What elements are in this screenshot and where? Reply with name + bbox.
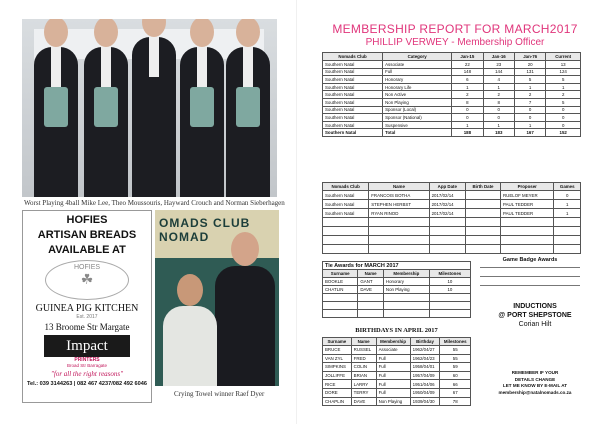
column-header: Nomads Club [323, 183, 369, 191]
table-row [323, 346, 471, 355]
inductions-heading: INDUCTIONS [513, 303, 557, 310]
column-header: Name [351, 338, 376, 346]
divider [480, 276, 580, 277]
table-cell: 183 [483, 129, 514, 137]
table-cell [501, 245, 554, 254]
table-cell: 67 [440, 388, 471, 397]
table-cell [465, 209, 500, 218]
report-subtitle: PHILLIP VERWEY - Membership Officer [365, 37, 545, 48]
table-row [323, 98, 581, 106]
table-cell [429, 236, 465, 245]
table-row [323, 380, 471, 389]
table-cell: 1957/04/09 [410, 371, 440, 380]
photo2-caption: Crying Towel winner Raef Dyer [174, 390, 265, 398]
table-cell: Southern Natal [323, 98, 383, 106]
table-cell: 0 [554, 191, 581, 200]
table-cell [465, 236, 500, 245]
table-cell: DORE [323, 388, 352, 397]
table-cell [358, 310, 384, 318]
table-cell: 5 [546, 98, 581, 106]
table-row [323, 278, 471, 286]
table-cell: DAVE [358, 286, 384, 294]
table-cell [383, 294, 429, 302]
table-row [323, 209, 581, 218]
table-cell: 144 [483, 68, 514, 76]
column-header: Birth Date [465, 183, 500, 191]
column-header: Surname [323, 270, 358, 278]
new-members-table [322, 182, 581, 254]
photo1-caption: Worst Playing 4ball Mike Lee, Theo Moussouris, Hayward Crouch and Norman Sieberhagen [24, 199, 285, 207]
notice-line: LET ME KNOW BY E-MAIL AT [502, 383, 568, 388]
table-cell: FRED [351, 354, 376, 363]
table-cell: Southern Natal [323, 61, 383, 69]
table-cell: 1 [546, 83, 581, 91]
table-cell [383, 310, 429, 318]
column-header: Current [546, 53, 581, 61]
table-cell: Southern Natal [323, 129, 383, 137]
report-title: MEMBERSHIP REPORT FOR MARCH2017 [332, 22, 578, 36]
divider [480, 285, 580, 286]
table-cell: Honorary [383, 76, 452, 84]
table-row [323, 236, 581, 245]
table-cell: 0 [452, 106, 483, 114]
table-cell: Southern Natal [323, 121, 383, 129]
column-header: Name [369, 183, 429, 191]
table-cell: Southern Natal [323, 83, 383, 91]
table-cell: RUSSEL [351, 346, 376, 355]
membership-table [322, 52, 581, 137]
crying-towel-photo [155, 210, 279, 386]
table-cell: Southern Natal [323, 114, 383, 122]
inductions-note [490, 302, 580, 329]
notice-email[interactable]: membership@natalnomads.co.za [498, 389, 572, 395]
table-cell: Southern Natal [323, 91, 383, 99]
table-cell: 1 [452, 83, 483, 91]
table-cell: 22 [452, 61, 483, 69]
table-cell: 0 [546, 121, 581, 129]
table-cell: Full [376, 371, 410, 380]
table-cell: 6 [452, 76, 483, 84]
table-cell [554, 236, 581, 245]
inductions-name: Corian Hilt [518, 321, 552, 328]
table-cell: 7 [514, 98, 545, 106]
table-cell: CHAPLIN [323, 397, 352, 406]
table-cell [358, 294, 384, 302]
advert-headline: ARTISAN BREADS [37, 229, 137, 241]
table-cell: 1950/04/09 [410, 388, 440, 397]
table-cell: 131 [514, 68, 545, 76]
table-cell: LARRY [351, 380, 376, 389]
divider [480, 267, 580, 268]
table-cell [465, 200, 500, 209]
table-cell: 78 [440, 397, 471, 406]
table-row [323, 302, 471, 310]
table-cell: 20 [514, 61, 545, 69]
table-cell: 0 [452, 114, 483, 122]
table-cell: BOOKLE [323, 278, 358, 286]
table-cell [501, 236, 554, 245]
table-cell: 10 [429, 286, 470, 294]
table-cell: GANT [358, 278, 384, 286]
table-cell: 59 [440, 363, 471, 372]
table-cell: DAVE [351, 397, 376, 406]
tie-awards-title: Tie Awards for MARCH 2017 [323, 262, 471, 270]
table-cell [554, 218, 581, 227]
table-cell: 1962/04/23 [410, 354, 440, 363]
table-cell: 2 [483, 91, 514, 99]
table-cell: 55 [440, 354, 471, 363]
table-row [323, 294, 471, 302]
table-cell: Southern Natal [323, 68, 383, 76]
table-cell: Non Active [383, 91, 452, 99]
group-photo [22, 19, 277, 197]
table-cell: 5 [514, 76, 545, 84]
table-cell: 23 [483, 61, 514, 69]
table-cell: Honorary [383, 278, 429, 286]
table-row [323, 91, 581, 99]
table-cell: 2017/02/14 [429, 209, 465, 218]
table-cell: 1 [554, 200, 581, 209]
contact-notice [488, 370, 582, 396]
column-header: Membership [376, 338, 410, 346]
table-cell [465, 218, 500, 227]
table-row [323, 200, 581, 209]
table-cell: 2 [546, 91, 581, 99]
table-cell [323, 302, 358, 310]
column-header: Surname [323, 338, 352, 346]
inductions-location: @ PORT SHEPSTONE [498, 312, 572, 319]
table-row [323, 106, 581, 114]
table-cell: 66 [440, 380, 471, 389]
table-cell: Southern Natal [323, 106, 383, 114]
table-row [323, 227, 581, 236]
table-cell [501, 227, 554, 236]
table-row [323, 245, 581, 254]
table-cell [429, 218, 465, 227]
table-cell: 1 [554, 209, 581, 218]
table-cell: 2 [452, 91, 483, 99]
column-header: Jan-15 [452, 53, 483, 61]
birthdays-table [322, 337, 471, 406]
table-cell [429, 294, 470, 302]
table-cell: 2017/02/14 [429, 200, 465, 209]
table-cell: 55 [440, 346, 471, 355]
person [132, 37, 176, 197]
table-cell: 4 [483, 76, 514, 84]
table-cell: Suspensive [383, 121, 452, 129]
table-cell: Associate [383, 61, 452, 69]
table-cell: 0 [514, 106, 545, 114]
table-cell: JOLLIFFE [323, 371, 352, 380]
column-header: Jan-76 [514, 53, 545, 61]
table-cell: 0 [483, 114, 514, 122]
table-cell [554, 227, 581, 236]
table-cell: Southern Natal [323, 191, 369, 200]
table-cell: Southern Natal [323, 209, 369, 218]
table-row [323, 61, 581, 69]
person [163, 306, 217, 386]
table-row [323, 310, 471, 318]
table-row [323, 114, 581, 122]
table-cell: PAUL TEDDER [501, 200, 554, 209]
established: Est. 2017 [76, 314, 98, 320]
table-cell [383, 302, 429, 310]
column-header: Name [358, 270, 384, 278]
column-header: Category [383, 53, 452, 61]
table-cell: 0 [483, 106, 514, 114]
table-row [323, 371, 471, 380]
table-cell: Sponsor (Local) [383, 106, 452, 114]
telephone: Tel.: 039 3144263 | 082 467 4237/082 492 6046 [27, 381, 147, 387]
table-cell [323, 227, 369, 236]
table-cell: 1962/04/27 [410, 346, 440, 355]
table-cell: 1951/04/06 [410, 380, 440, 389]
table-header-row [323, 338, 471, 346]
game-badge-title: Game Badge Awards [502, 257, 558, 263]
table-header-row [323, 270, 471, 278]
table-cell: Full [383, 68, 452, 76]
table-cell [323, 294, 358, 302]
person [34, 47, 78, 197]
person [226, 47, 270, 197]
table-cell [465, 227, 500, 236]
table-cell: RICE [323, 380, 352, 389]
hofies-logo: HOFIES ☘ [45, 260, 129, 300]
table-cell [369, 227, 429, 236]
table-cell: Total [383, 129, 452, 137]
column-header: Membership [383, 270, 429, 278]
table-cell: 2 [514, 91, 545, 99]
table-header-row [323, 183, 581, 191]
table-row [323, 68, 581, 76]
table-cell: BRIAN [351, 371, 376, 380]
page-gutter [296, 0, 297, 424]
table-cell [465, 245, 500, 254]
table-cell: Sponsor (National) [383, 114, 452, 122]
table-cell [465, 191, 500, 200]
table-row [323, 397, 471, 406]
table-cell [429, 245, 465, 254]
advert [22, 210, 152, 403]
tie-awards-table [322, 261, 471, 318]
table-cell: 1 [514, 83, 545, 91]
table-cell: 0 [546, 114, 581, 122]
table-cell: 10 [429, 278, 470, 286]
table-cell: STEPHEN HERBST [369, 200, 429, 209]
printers-label: PRINTERS [74, 357, 100, 363]
table-cell: 188 [452, 129, 483, 137]
person [180, 47, 224, 197]
table-cell: Full [376, 363, 410, 372]
slogan: "for all the right reasons" [50, 370, 124, 378]
table-cell [323, 218, 369, 227]
table-cell [429, 227, 465, 236]
table-cell: PAUL TEDDER [501, 209, 554, 218]
table-header-row [323, 53, 581, 61]
table-cell: 167 [514, 129, 545, 137]
table-row [323, 363, 471, 372]
table-cell: FRANCOIS BOTHA [369, 191, 429, 200]
table-cell: RUELOF MEYER [501, 191, 554, 200]
table-cell: COLIN [351, 363, 376, 372]
column-header: App Date [429, 183, 465, 191]
table-row [323, 121, 581, 129]
table-cell: BRUCE [323, 346, 352, 355]
table-cell [369, 218, 429, 227]
table-cell: 8 [452, 98, 483, 106]
person [84, 47, 128, 197]
table-cell: 152 [546, 129, 581, 137]
table-cell [429, 302, 470, 310]
table-cell [358, 302, 384, 310]
advert-headline: AVAILABLE AT [48, 244, 126, 256]
table-cell [554, 245, 581, 254]
table-row [323, 191, 581, 200]
table-cell [323, 245, 369, 254]
table-cell [369, 245, 429, 254]
table-cell [369, 236, 429, 245]
table-row [323, 76, 581, 84]
table-cell: Full [376, 380, 410, 389]
table-cell: SIMPKINS [323, 363, 352, 372]
table-cell: 148 [452, 68, 483, 76]
table-cell: 1 [483, 83, 514, 91]
table-row [323, 286, 471, 294]
table-cell: 5 [546, 76, 581, 84]
table-cell: Honorary Life [383, 83, 452, 91]
notice-line: DETAILS CHANGE [514, 376, 556, 382]
table-cell: 8 [483, 98, 514, 106]
table-cell [323, 236, 369, 245]
table-cell: Non Playing [376, 397, 410, 406]
table-row [323, 218, 581, 227]
total-row [323, 129, 581, 137]
column-header: Birthday [410, 338, 440, 346]
table-cell: Full [376, 388, 410, 397]
table-cell: 1 [452, 121, 483, 129]
table-cell [501, 218, 554, 227]
table-cell: TERRY [351, 388, 376, 397]
table-cell: 1939/04/30 [410, 397, 440, 406]
table-cell: Associate [376, 346, 410, 355]
printers-address: Broad Str Barragate [66, 363, 108, 368]
logo-text: HOFIES [73, 264, 101, 271]
table-cell: CHATLIN [323, 286, 358, 294]
table-cell: 0 [546, 106, 581, 114]
table-cell [323, 310, 358, 318]
table-cell: 1 [483, 121, 514, 129]
column-header: Proposer [501, 183, 554, 191]
column-header: Jan-16 [483, 53, 514, 61]
table-row [323, 83, 581, 91]
table-cell: 2017/02/14 [429, 191, 465, 200]
table-cell: 13 [546, 61, 581, 69]
table-cell: RYAN RINOD [369, 209, 429, 218]
person [215, 266, 275, 386]
column-header: Milestones [440, 338, 471, 346]
column-header: Games [554, 183, 581, 191]
notice-line: REMEMBER IF YOUR [511, 370, 559, 375]
table-cell: 60 [440, 371, 471, 380]
table-row [323, 354, 471, 363]
table-row [323, 388, 471, 397]
column-header: Nomads Club [323, 53, 383, 61]
table-cell: Non Playing [383, 98, 452, 106]
table-cell: Southern Natal [323, 76, 383, 84]
table-cell: 1 [514, 121, 545, 129]
table-cell: Southern Natal [323, 200, 369, 209]
table-cell: 1958/04/01 [410, 363, 440, 372]
table-cell: 124 [546, 68, 581, 76]
table-cell: Full [376, 354, 410, 363]
table-cell: VAN ZYL [323, 354, 352, 363]
business-address: 13 Broome Str Margate [44, 322, 130, 332]
club-sign: OMADS CLUB NOMAD [155, 210, 279, 258]
birthdays-title: BIRTHDAYS IN APRIL 2017 [355, 327, 438, 334]
table-cell: Non Playing [383, 286, 429, 294]
table-cell: 0 [514, 114, 545, 122]
table-cell [429, 310, 470, 318]
advert-headline: HOFIES [66, 214, 108, 226]
business-name: GUINEA PIG KITCHEN [35, 303, 139, 314]
impact-logo: Impact [44, 335, 130, 357]
column-header: Milestones [429, 270, 470, 278]
